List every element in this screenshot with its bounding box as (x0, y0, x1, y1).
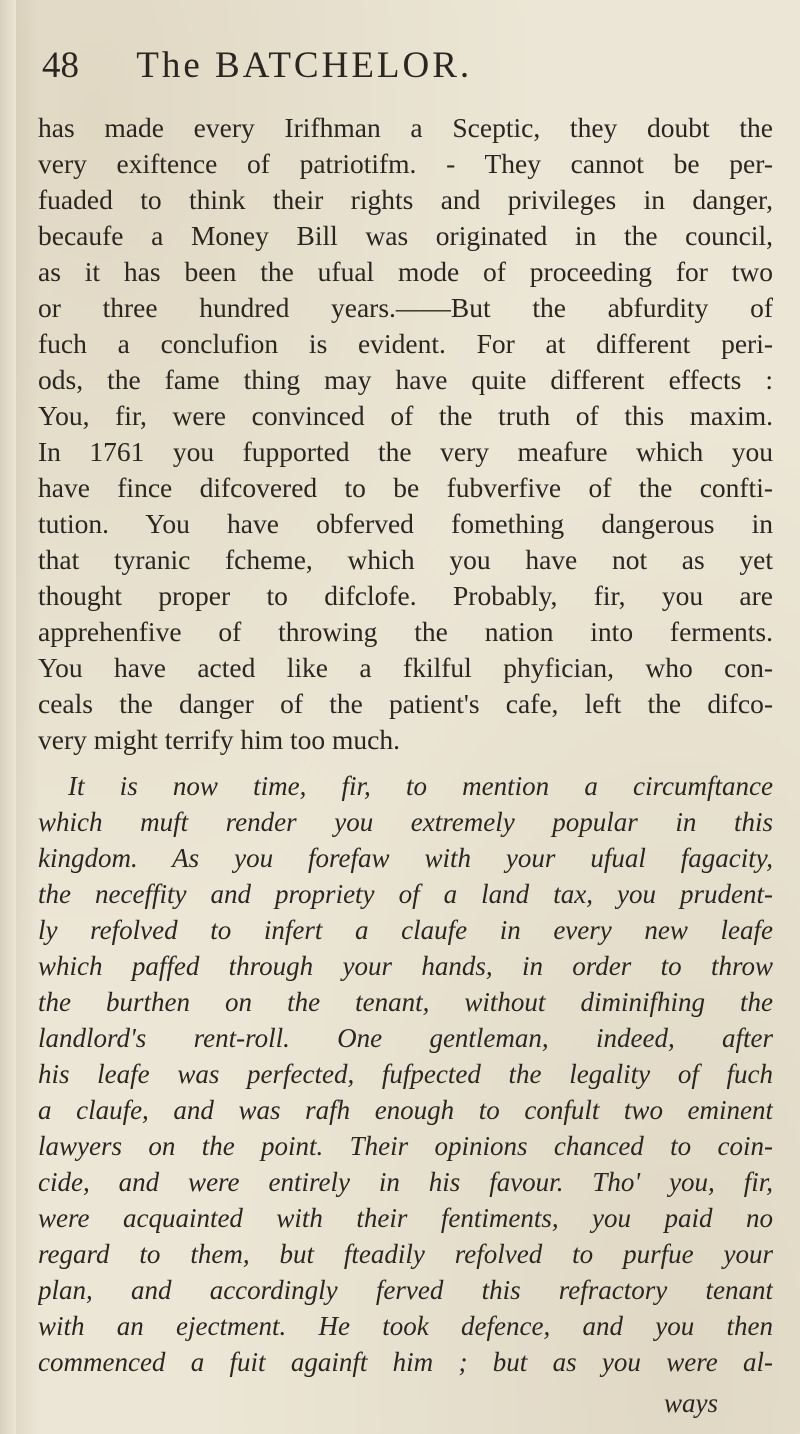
text-line: which muft render you extremely popular in this (38, 807, 773, 837)
text-line: ly refolved to infert a claufe in every new leafe (38, 915, 773, 945)
text-line: You, fir, were convinced of the truth of this maxim. (38, 400, 773, 431)
text-line: becaufe a Money Bill was originated in the council, (38, 220, 773, 251)
text-line: were acquainted with their fentiments, you paid no (38, 1203, 773, 1233)
text-line: cide, and were entirely in his favour. Tho' you, fir, (38, 1167, 773, 1197)
text-line: as it has been the ufual mode of proceeding for two (38, 256, 773, 287)
text-line: the neceffity and propriety of a land tax, you prudent- (38, 879, 773, 909)
text-line: plan, and accordingly ferved this refractory tenant (38, 1275, 773, 1305)
text-line: It is now time, fir, to mention a circumftance (68, 771, 773, 801)
text-line: his leafe was perfected, fufpected the legality of fuch (38, 1059, 773, 1089)
text-line: that tyranic fcheme, which you have not as yet (38, 544, 773, 575)
text-line: which paffed through your hands, in order to throw (38, 951, 773, 981)
text-line: has made every Irifhman a Sceptic, they doubt the (38, 112, 773, 143)
text-line: fuch a conclufion is evident. For at different peri- (38, 328, 773, 359)
text-line: thought proper to difclofe. Probably, fir, you are (38, 580, 773, 611)
page-gutter-shadow (0, 0, 16, 1434)
running-head (42, 44, 762, 96)
text-line: with an ejectment. He took defence, and you then (38, 1311, 773, 1341)
text-line: apprehenfive of throwing the nation into ferments. (38, 616, 773, 647)
text-line: ods, the fame thing may have quite different effects : (38, 364, 773, 395)
text-line: have fince difcovered to be fubverfive of the confti- (38, 472, 773, 503)
text-line: tution. You have obferved fomething dangerous in (38, 508, 773, 539)
text-line: ceals the danger of the patient's cafe, left the difco- (38, 688, 773, 719)
paragraph-1 (38, 110, 773, 758)
page-number: 48 (42, 45, 79, 86)
text-line: a claufe, and was rafh enough to confult two eminent (38, 1095, 773, 1125)
text-line: In 1761 you fupported the very meafure which you (38, 436, 773, 467)
text-line: landlord's rent-roll. One gentleman, indeed, after (38, 1023, 773, 1053)
text-line: or three hundred years.——But the abfurdity of (38, 292, 773, 323)
running-title: The BATCHELOR. (136, 45, 473, 86)
text-line: fuaded to think their rights and privileges in danger, (38, 184, 773, 215)
text-line: very might terrify him too much. (38, 724, 401, 755)
text-line: kingdom. As you forefaw with your ufual fagacity, (38, 843, 773, 873)
catchword: ways (664, 1388, 718, 1418)
text-line: lawyers on the point. Their opinions chanced to coin- (38, 1131, 773, 1161)
text-line: commenced a fuit againft him ; but as you were al- (38, 1347, 773, 1377)
paragraph-2 (38, 768, 773, 1380)
text-line: You have acted like a fkilful phyfician, who con- (38, 652, 773, 683)
text-line: the burthen on the tenant, without diminifhing the (38, 987, 773, 1017)
text-line: regard to them, but fteadily refolved to purfue your (38, 1239, 773, 1269)
text-line: very exiftence of patriotifm. - They cannot be per- (38, 148, 773, 179)
